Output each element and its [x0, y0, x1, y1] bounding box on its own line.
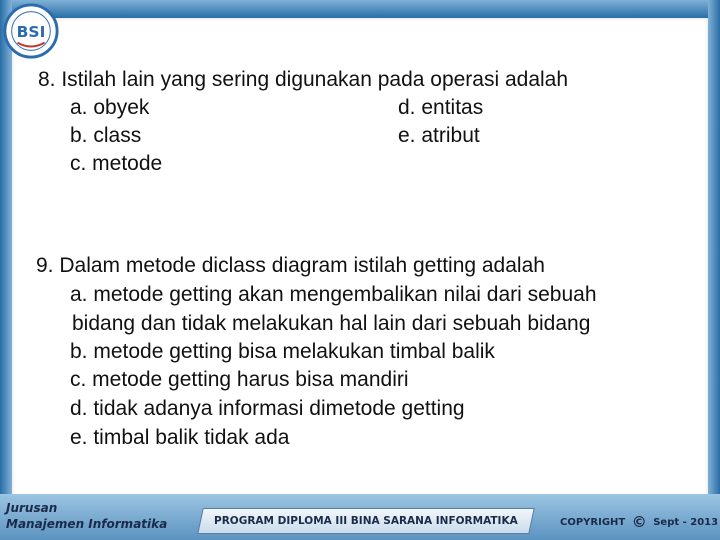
- question-8-option-e: e. atribut: [398, 124, 480, 147]
- department-line-1: Jurusan: [6, 501, 58, 515]
- question-9-option-a-line1: a. metode getting akan mengembalikan nilai dari sebuah: [70, 283, 597, 306]
- program-banner: [197, 508, 535, 534]
- department-label: [6, 500, 167, 532]
- question-8-option-d: d. entitas: [398, 96, 484, 119]
- question-9-option-c: c. metode getting harus bisa mandiri: [70, 368, 409, 391]
- logo-text: BSI: [16, 22, 46, 41]
- program-banner-text: PROGRAM DIPLOMA III BINA SARANA INFORMATIKA: [214, 515, 518, 527]
- copyright-date: Sept - 2013: [653, 517, 719, 528]
- department-line-2: Manajemen Informatika: [6, 517, 168, 531]
- copyright-label: COPYRIGHT: [560, 517, 626, 528]
- footer-bar: [0, 494, 720, 540]
- question-9-text: 9. Dalam metode diclass diagram istilah getting adalah: [36, 254, 545, 277]
- question-8-option-c: c. metode: [70, 152, 163, 175]
- copyright-icon: ©: [631, 513, 647, 531]
- question-9-option-a-line2: bidang dan tidak melakukan hal lain dari sebuah bidang: [72, 312, 591, 335]
- question-9-option-d: d. tidak adanya informasi dimetode getting: [70, 397, 465, 420]
- left-frame-bar: [0, 0, 12, 540]
- question-8-option-b: b. class: [70, 124, 142, 147]
- copyright-notice: [560, 512, 719, 532]
- question-8-text: 8. Istilah lain yang sering digunakan pada operasi adalah: [38, 68, 569, 91]
- top-frame-bar: [0, 0, 720, 18]
- question-9-option-e: e. timbal balik tidak ada: [70, 426, 290, 449]
- question-9-option-b: b. metode getting bisa melakukan timbal balik: [70, 340, 495, 363]
- right-frame-bar: [708, 0, 720, 540]
- bsi-logo-icon: [2, 2, 60, 60]
- question-8-option-a: a. obyek: [70, 96, 150, 119]
